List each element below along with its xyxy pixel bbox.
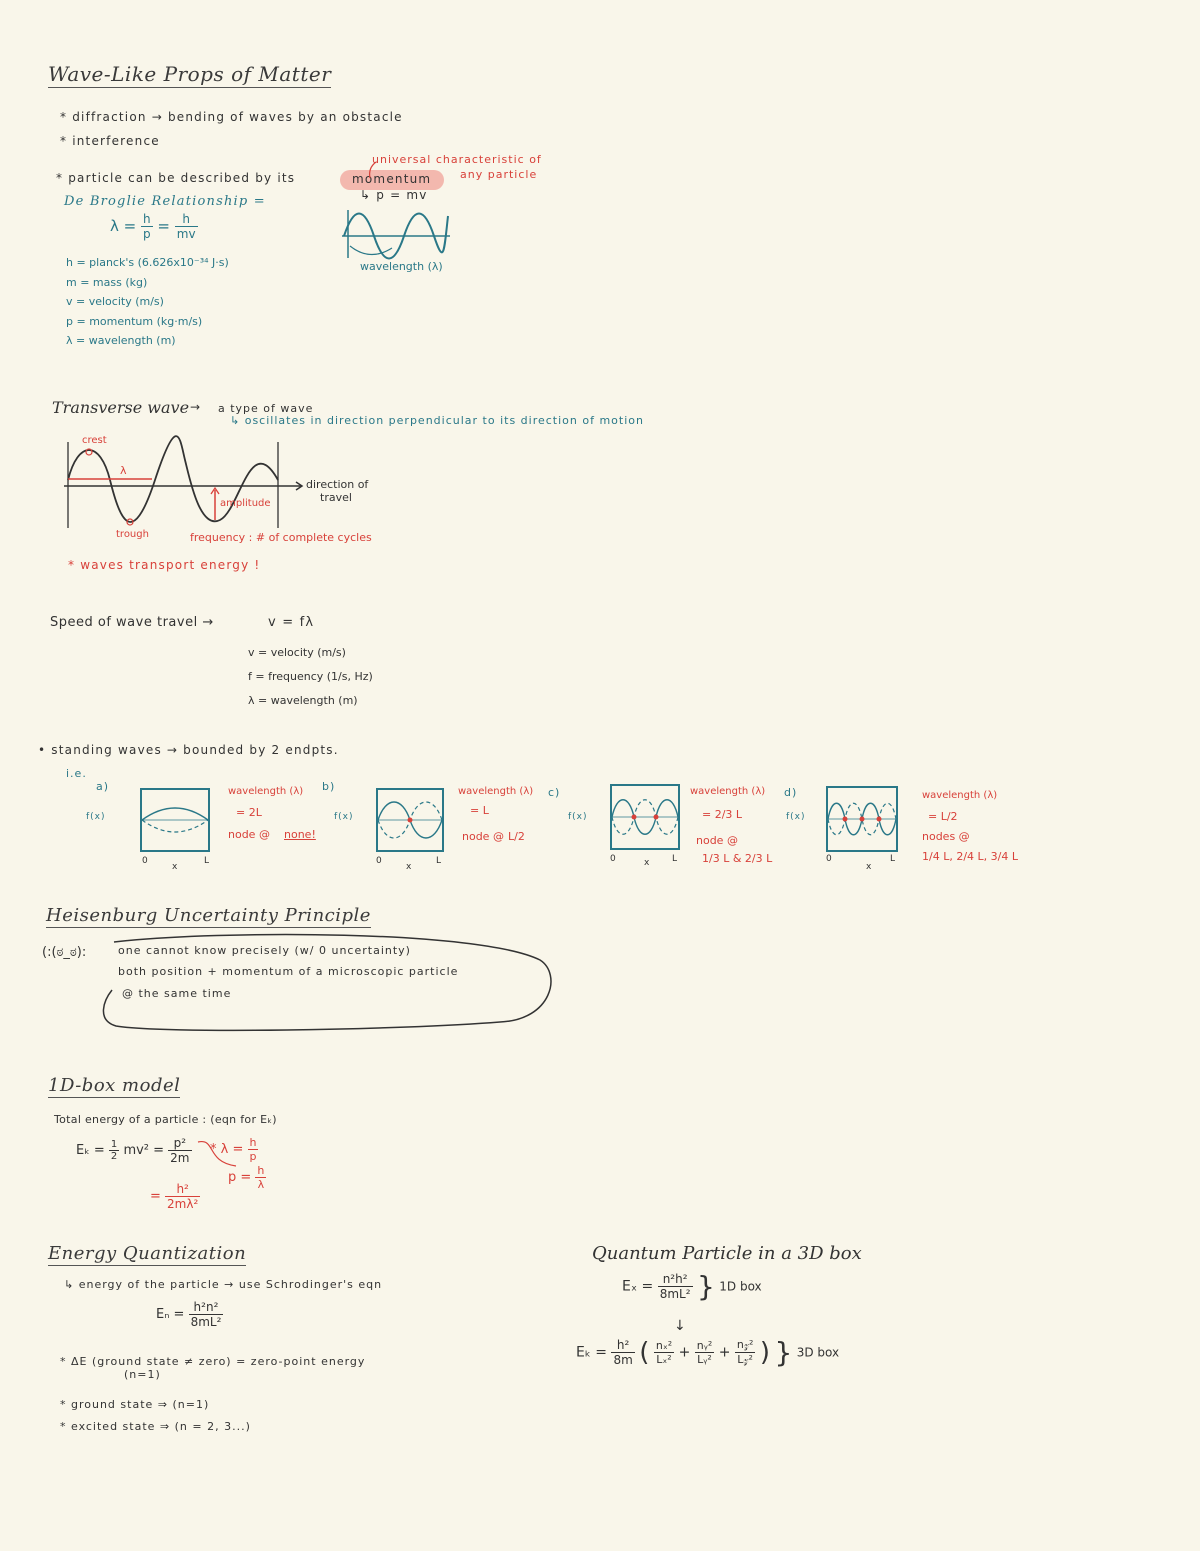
speed-f-def: f = frequency (1/s, Hz) (248, 670, 373, 683)
box3d-nx: nₓ² (655, 1339, 673, 1352)
panel-c-wave (612, 786, 678, 848)
panel-c-wl-label: wavelength (λ) (690, 786, 766, 797)
box3d-title: Quantum Particle in a 3D box (592, 1243, 862, 1264)
box1d-result-frac (165, 1182, 200, 1211)
box3d-h2-frac (611, 1338, 634, 1367)
panel-d-letter: d) (784, 786, 798, 799)
debroglie-eq: = (157, 217, 170, 235)
var-v: v = velocity (m/s) (66, 295, 164, 308)
box1d-p2: p² (168, 1136, 191, 1151)
direction-line1: direction of (306, 478, 369, 491)
box3d-ex: Eₓ = (622, 1278, 654, 1295)
box1d-half-num: 1 (110, 1139, 118, 1150)
box3d-ex-num: n²h² (658, 1272, 693, 1287)
box1d-ek: Eₖ = (76, 1143, 105, 1158)
zero-point-note: * ΔE (ground state ≠ zero) = zero-point energy (60, 1355, 366, 1368)
panel-b-fx: f(x) (334, 812, 354, 822)
panel-a-letter: a) (96, 780, 110, 793)
panel-b-node-label: node @ (462, 830, 504, 843)
frequency-note: frequency : # of complete cycles (190, 531, 372, 544)
panel-a-zero: 0 (142, 856, 149, 866)
speed-title: Speed of wave travel → (50, 615, 214, 630)
momentum-word: momentum (352, 172, 432, 186)
box1d-2m: 2m (170, 1151, 190, 1165)
debroglie-lambda: λ = (110, 217, 137, 235)
panel-d-fx: f(x) (786, 812, 806, 822)
box1d-half-den: 2 (110, 1151, 118, 1162)
energy-q-en: Eₙ = (156, 1307, 185, 1322)
panel-d-node-label: nodes @ (922, 830, 970, 843)
box1d-lambda-h: h (249, 1136, 257, 1149)
speed-v-def: v = velocity (m/s) (248, 646, 346, 659)
direction-line2: travel (320, 491, 352, 504)
box3d-3d-formula (576, 1336, 839, 1369)
energy-q-line1: ↳ energy of the particle → use Schrodinger's eqn (64, 1278, 383, 1291)
box3d-h2: h² (611, 1338, 634, 1353)
momentum-wave-diagram (340, 206, 452, 262)
panel-c-fx: f(x) (568, 812, 588, 822)
panel-c-zero: 0 (610, 854, 617, 864)
var-p: p = momentum (kg·m/s) (66, 315, 203, 328)
wavelength-label: wavelength (λ) (360, 260, 443, 273)
box1d-lambda-p: p (249, 1150, 257, 1163)
box3d-z-frac (735, 1338, 756, 1367)
zero-point-n1: (n=1) (124, 1368, 161, 1381)
debroglie-h1: h (141, 212, 153, 227)
box3d-ny: nᵧ² (696, 1339, 713, 1352)
energy-q-title: Energy Quantization (48, 1243, 247, 1264)
panel-d-x: x (866, 862, 873, 872)
debroglie-frac2 (175, 212, 198, 241)
panel-a-wl-label: wavelength (λ) (228, 786, 304, 797)
ground-state-note: * ground state ⇒ (n=1) (60, 1398, 210, 1411)
box1d-p-lambda: λ (257, 1178, 265, 1191)
lambda-label: λ (120, 464, 127, 477)
heisenberg-line3: @ the same time (122, 987, 232, 1000)
amplitude-label: amplitude (220, 498, 271, 509)
var-lambda: λ = wavelength (m) (66, 334, 176, 347)
speed-lambda-def: λ = wavelength (m) (248, 694, 358, 707)
var-m: m = mass (kg) (66, 276, 148, 289)
box1d-result (150, 1182, 200, 1211)
box1d-p-frac (255, 1164, 266, 1191)
box1d-lambda-eq: * λ = (210, 1142, 244, 1157)
box1d-formula (76, 1136, 192, 1165)
heisenberg-line1: one cannot know precisely (w/ 0 uncertainty) (118, 944, 411, 957)
panel-b-L: L (436, 856, 443, 866)
universal-note-line1: universal characteristic of (372, 153, 542, 166)
heisenberg-line2: both position + momentum of a microscopic particle (118, 965, 459, 978)
box1d-mv2: mv² = (123, 1143, 165, 1158)
energy-note: * waves transport energy ! (68, 558, 261, 572)
debroglie-formula (110, 212, 198, 241)
var-h: h = planck's (6.626x10⁻³⁴ J·s) (66, 256, 229, 269)
box3d-plus1: + (678, 1344, 691, 1361)
diffraction-note: * diffraction → bending of waves by an obstacle (60, 110, 403, 124)
panel-b-letter: b) (322, 780, 336, 793)
box1d-result-h2: h² (165, 1182, 200, 1197)
debroglie-frac1 (141, 212, 153, 241)
panel-d-zero: 0 (826, 854, 833, 864)
panel-d-node-value: 1/4 L, 2/4 L, 3/4 L (922, 850, 1018, 863)
panel-a-node-value: none! (284, 828, 316, 841)
box3d-arrow: ↓ (674, 1318, 686, 1334)
universal-note-line2: any particle (460, 168, 538, 181)
panel-a-wave (142, 790, 208, 850)
box3d-nz: n𝓏² (736, 1338, 754, 1351)
standing-title: • standing waves → bounded by 2 endpts. (38, 743, 339, 757)
box1d-p-eq-row (228, 1164, 266, 1191)
box3d-1d-formula (622, 1270, 762, 1303)
panel-c-letter: c) (548, 786, 561, 799)
crest-label: crest (82, 435, 107, 446)
box3d-3d-label: 3D box (796, 1345, 840, 1360)
debroglie-title: De Broglie Relationship = (64, 194, 266, 209)
panel-a-node-label: node @ (228, 828, 270, 841)
standing-ie: i.e. (66, 767, 87, 780)
speed-formula: v = fλ (268, 615, 315, 630)
box3d-open-paren: ( (639, 1337, 650, 1368)
box3d-ex-frac (658, 1272, 693, 1301)
transverse-arrow: → (190, 400, 202, 414)
box3d-ek: Eₖ = (576, 1344, 607, 1361)
box1d-lambda-eq-row (210, 1136, 258, 1163)
box3d-8m: 8m (613, 1353, 633, 1367)
panel-c-L: L (672, 854, 679, 864)
box3d-lz: L𝓏² (737, 1353, 753, 1366)
panel-b-x: x (406, 862, 413, 872)
heisenberg-title: Heisenburg Uncertainty Principle (46, 905, 371, 926)
transverse-wave-diagram (60, 440, 310, 530)
box3d-ex-den: 8mL² (659, 1287, 691, 1301)
energy-q-den: 8mL² (190, 1315, 222, 1329)
panel-a-wl-value: = 2L (236, 806, 262, 819)
transverse-def2: ↳ oscillates in direction perpendicular to its direction of motion (230, 414, 644, 427)
panel-a-fx: f(x) (86, 812, 106, 822)
panel-a-x: x (172, 862, 179, 872)
panel-c-wl-value: = 2/3 L (702, 808, 743, 821)
energy-q-num: h²n² (189, 1300, 224, 1315)
panel-d-wl-label: wavelength (λ) (922, 790, 998, 801)
box1d-result-den: 2mλ² (167, 1197, 199, 1211)
box3d-lx: Lₓ² (656, 1353, 672, 1366)
section-title-wave-props: Wave-Like Props of Matter (48, 62, 332, 86)
panel-d-L: L (890, 854, 897, 864)
energy-q-formula (156, 1300, 223, 1329)
debroglie-p: p (143, 227, 151, 241)
box3d-plus2: + (718, 1344, 731, 1361)
box1d-half (109, 1139, 119, 1162)
transverse-title: Transverse wave (52, 398, 190, 417)
box3d-close-paren: ) (759, 1337, 770, 1368)
panel-c-node-value: 1/3 L & 2/3 L (702, 852, 773, 865)
trough-label: trough (116, 529, 149, 540)
interference-note: * interference (60, 134, 160, 148)
universal-note-connector (366, 160, 378, 180)
box1d-title: 1D-box model (48, 1075, 181, 1096)
heisenberg-face: (:(ಠ_ಠ): (42, 945, 87, 960)
panel-c-node-label: node @ (696, 834, 738, 847)
box1d-p2-frac (168, 1136, 191, 1165)
transverse-def1: a type of wave (218, 402, 314, 415)
box1d-subtitle: Total energy of a particle : (eqn for Eₖ) (54, 1113, 277, 1126)
box3d-1d-label: 1D box (719, 1279, 762, 1294)
panel-c-x: x (644, 858, 651, 868)
box3d-x-frac (654, 1339, 674, 1366)
box3d-3d-brace: } (774, 1336, 793, 1369)
box3d-y-frac (695, 1339, 714, 1366)
box1d-result-eq: = (150, 1189, 161, 1204)
panel-b-wl-value: = L (470, 804, 489, 817)
panel-b-node-value: L/2 (508, 830, 525, 843)
box1d-p-h: h (257, 1164, 265, 1177)
energy-q-frac (189, 1300, 224, 1329)
panel-d-wave (828, 788, 896, 850)
box1d-lambda-frac (248, 1136, 259, 1163)
panel-d-wl-value: = L/2 (928, 810, 958, 823)
panel-b-wl-label: wavelength (λ) (458, 786, 534, 797)
debroglie-h2: h (175, 212, 198, 227)
box3d-ly: Lᵧ² (697, 1353, 712, 1366)
debroglie-mv: mv (176, 227, 196, 241)
box1d-p-eq: p = (228, 1170, 252, 1185)
momentum-formula: ↳ p = mv (360, 188, 428, 202)
box3d-1d-brace: } (696, 1270, 715, 1303)
particle-note: * particle can be described by its (56, 171, 296, 185)
panel-a-L: L (204, 856, 211, 866)
excited-state-note: * excited state ⇒ (n = 2, 3...) (60, 1420, 251, 1433)
panel-b-zero: 0 (376, 856, 383, 866)
panel-b-wave (378, 790, 442, 850)
